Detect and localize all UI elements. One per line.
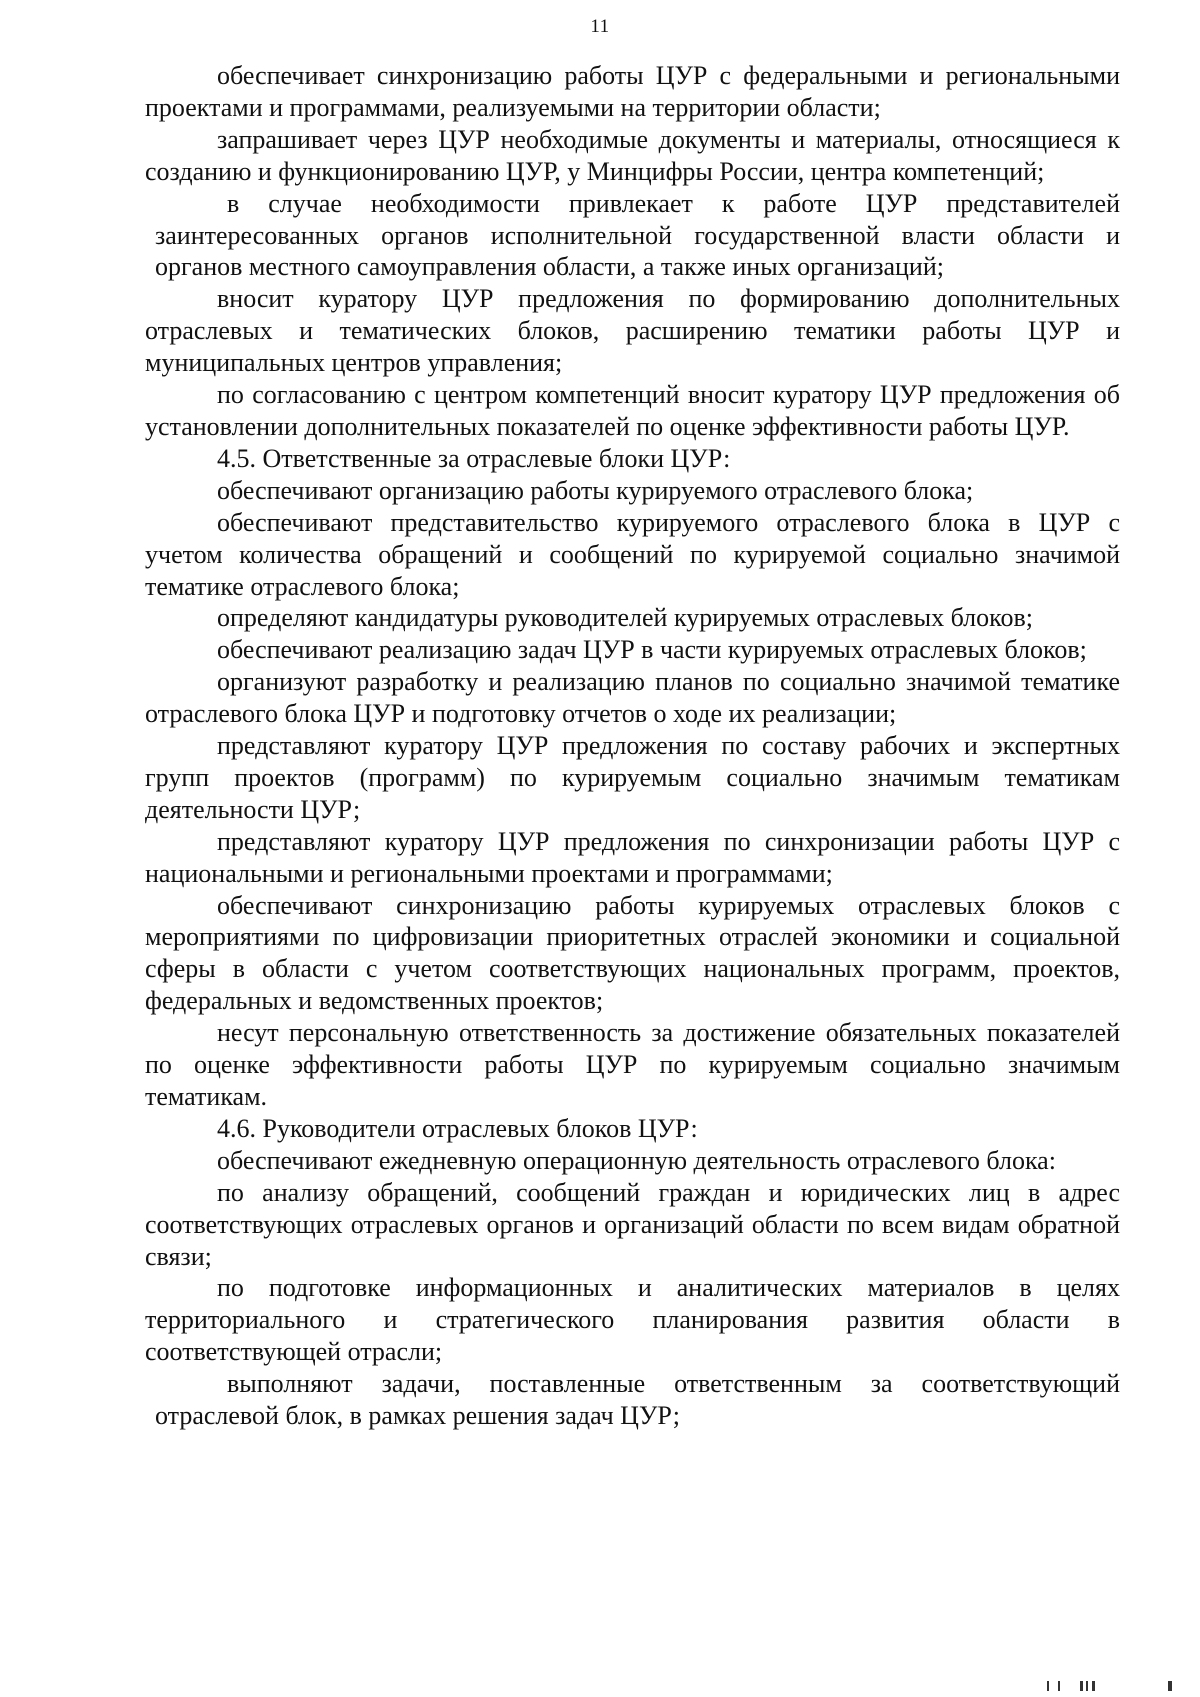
- paragraph: по анализу обращений, сообщений граждан и юридических лиц в адрес соответствующих отраслевых органов и организаций области по всем видам обратной связи;: [145, 1177, 1120, 1271]
- page-number: 11: [590, 16, 610, 37]
- paragraph: организуют разработку и реализацию планов по социально значимой тематике отраслевого блока ЦУР и подготовку отчетов о ходе их реализации;: [145, 667, 1120, 729]
- paragraph: вносит куратору ЦУР предложения по формированию дополнительных отраслевых и тематических блоков, расширению тематики работы ЦУР и муниципальных центров управления;: [145, 284, 1120, 378]
- paragraph: обеспечивает синхронизацию работы ЦУР с федеральными и региональными проектами и программами, реализуемыми на территории области;: [145, 61, 1120, 122]
- scan-artifact: [1092, 1681, 1095, 1691]
- scan-artifact: [1058, 1681, 1060, 1691]
- scan-artifact: [1080, 1681, 1083, 1691]
- paragraph: представляют куратору ЦУР предложения по синхронизации работы ЦУР с национальными и региональными проектами и программами;: [145, 826, 1120, 888]
- section-heading: 4.5. Ответственные за отраслевые блоки ЦУР:: [217, 443, 731, 473]
- paragraph: несут персональную ответственность за достижение обязательных показателей по оценке эффективности работы ЦУР по курируемым социально значимым тематикам.: [145, 1018, 1120, 1111]
- paragraph: по подготовке информационных и аналитических материалов в целях территориального и стратегического планирования развития области в соответствующей отрасли;: [145, 1273, 1120, 1367]
- scan-artifact: [1086, 1681, 1088, 1691]
- scan-artifact: [1168, 1681, 1172, 1691]
- section-heading: 4.6. Руководители отраслевых блоков ЦУР:: [217, 1113, 698, 1143]
- paragraph: представляют куратору ЦУР предложения по составу рабочих и экспертных групп проектов (программ) по курируемым социально значимым тематикам деятельности ЦУР;: [145, 731, 1120, 824]
- paragraph: обеспечивают синхронизацию работы курируемых отраслевых блоков с мероприятиями по цифровизации приоритетных отраслей экономики и социальной сферы в области с учетом соответствующих национальных программ, проектов, федеральных и ведомственных проектов;: [145, 890, 1120, 1016]
- paragraph: определяют кандидатуры руководителей курируемых отраслевых блоков;: [217, 603, 1033, 633]
- paragraph: обеспечивают представительство курируемого отраслевого блока в ЦУР с учетом количества обращений и сообщений по курируемой социально значимой тематике отраслевого блока;: [145, 507, 1120, 601]
- paragraph: выполняют задачи, поставленные ответственным за соответствующий отраслевой блок, в рамках решения задач ЦУР;: [155, 1369, 1120, 1431]
- paragraph: обеспечивают ежедневную операционную деятельность отраслевого блока:: [217, 1145, 1056, 1175]
- paragraph: в случае необходимости привлекает к работе ЦУР представителей заинтересованных органов исполнительной государственной власти области и органов местного самоуправления области, а также иных организаций;: [155, 188, 1120, 282]
- paragraph: по согласованию с центром компетенций вносит куратору ЦУР предложения об установлении дополнительных показателей по оценке эффективности работы ЦУР.: [145, 380, 1120, 441]
- paragraph: обеспечивают организацию работы курируемого отраслевого блока;: [217, 475, 974, 505]
- document-body: [145, 60, 1120, 1432]
- scan-artifact: [1047, 1681, 1049, 1691]
- paragraph: обеспечивают реализацию задач ЦУР в части курируемых отраслевых блоков;: [217, 635, 1087, 665]
- paragraph: запрашивает через ЦУР необходимые документы и материалы, относящиеся к созданию и функционированию ЦУР, у Минцифры России, центра компетенций;: [145, 124, 1120, 186]
